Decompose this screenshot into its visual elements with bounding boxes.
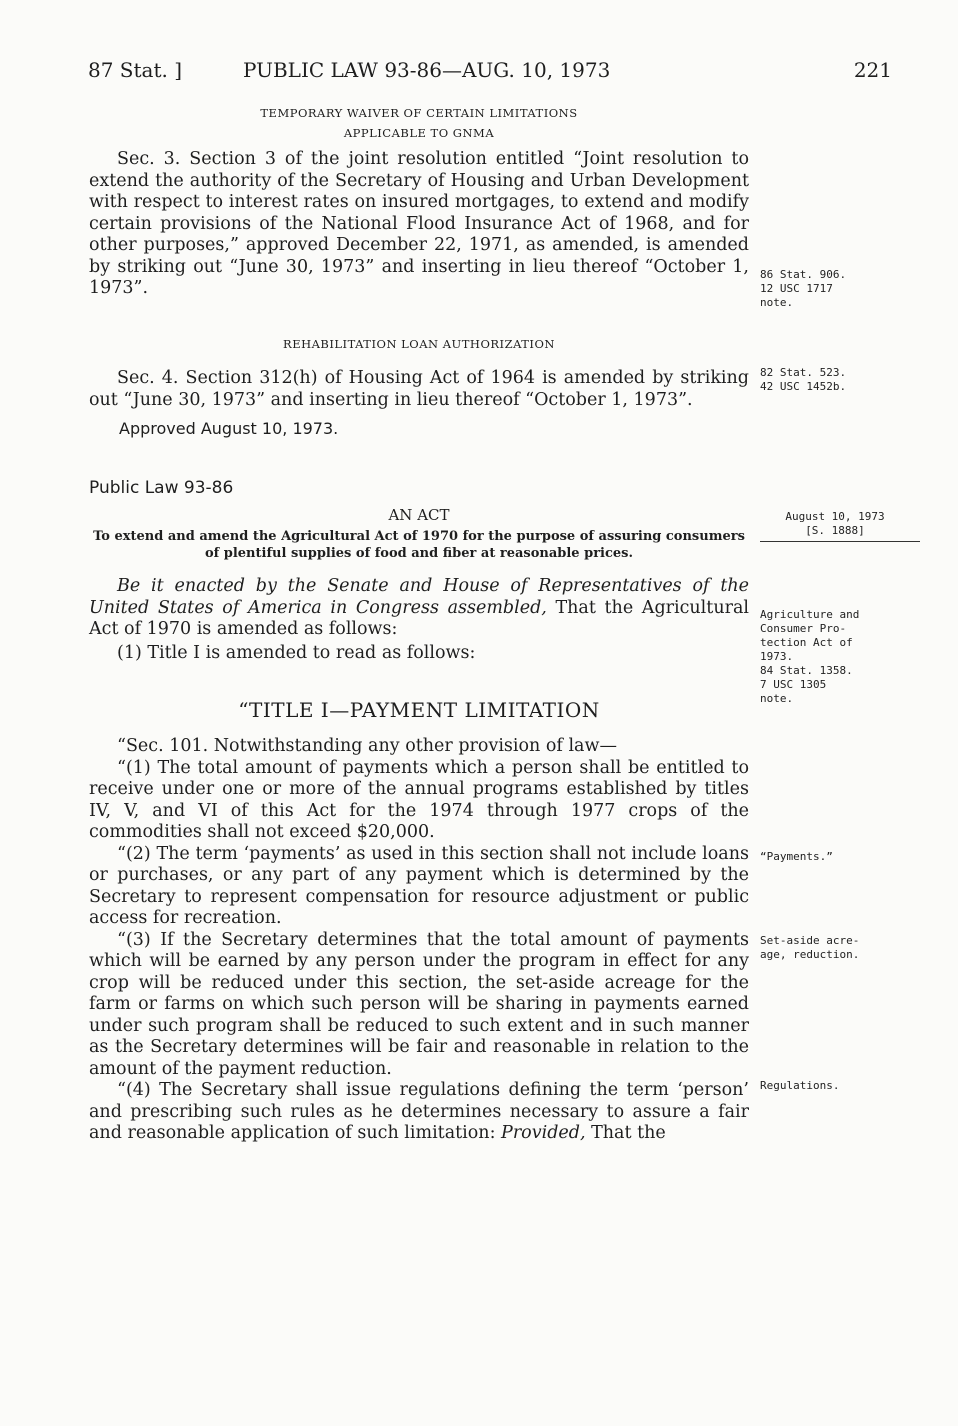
section-4-text: Sec. 4. Section 312(h) of Housing Act of 1964 is amended by striking out “June 30, 1973” and inserting in lieu thereof “October 1, 1973”. — [89, 368, 749, 410]
act-date: August 10, 1973 — [785, 510, 885, 523]
regulations-note: Regulations. — [760, 1079, 840, 1092]
paragraph-3: “(3) If the Secretary determines that the total amount of payments which will be earned by any person under the program in effect for any crop will be reduced under this section, the set-aside acreage for the farm or farms on which such person will be sharing in payments earned under such program shall be reduced to such extent and in such manner as the Secretary determines will be fair and reasonable in relation to the amount of the payment reduction. — [89, 929, 749, 1079]
enacting-rest: That the Agricultural Act of 1970 is amended as follows: — [89, 597, 749, 639]
act-label: AN ACT — [388, 506, 450, 524]
section-3-heading-line2: APPLICABLE TO GNMA — [343, 126, 495, 140]
enacting-italic: Be it enacted by the Senate and House of Representatives of the United States of America in Congress assembled, — [89, 576, 749, 618]
section-3-text: Sec. 3. Section 3 of the joint resolution entitled “Joint resolution to extend the authority of the Secretary of Housing and Urban Development with respect to interest rates on insured mortgages, to extend and modify certain provisions of the National Flood Insurance Act of 1968, and for other purposes,” approved December 22, 1971, as amended, is amended by striking out “June 30, 1973” and inserting in lieu thereof “October 1, 1973”. — [89, 149, 749, 298]
enacting-clause — [89, 576, 749, 641]
act-date-note — [760, 510, 910, 542]
page-header — [88, 58, 892, 88]
set-aside-note: Set-aside acre- age, reduction. — [760, 934, 860, 961]
section-4-heading: REHABILITATION LOAN AUTHORIZATION — [283, 337, 555, 351]
header-title: PUBLIC LAW 93-86—AUG. 10, 1973 — [243, 58, 611, 82]
act-description: To extend and amend the Agricultural Act of 1970 for the purpose of assuring consumers of plentiful supplies of food and fiber at reasonable prices. — [93, 529, 745, 561]
section-3-heading-line1: TEMPORARY WAIVER OF CERTAIN LIMITATIONS — [260, 106, 578, 120]
section-101: “Sec. 101. Notwithstanding any other provision of law— — [117, 736, 617, 756]
public-law-label: Public Law 93-86 — [89, 478, 234, 498]
paragraph-4-italic: Provided, — [501, 1123, 586, 1143]
title-1-heading: “TITLE I—PAYMENT LIMITATION — [238, 698, 600, 722]
section-3-margin-note: 86 Stat. 906. 12 USC 1717 note. — [760, 268, 847, 309]
paragraph-4 — [89, 1080, 749, 1145]
date-rule — [760, 541, 920, 542]
section-3 — [89, 103, 749, 300]
page-number: 221 — [853, 58, 892, 82]
bill-number: [S. 1888] — [805, 524, 865, 537]
item-1: (1) Title I is amended to read as follows: — [117, 642, 476, 663]
paragraph-4-end: That the — [585, 1123, 666, 1143]
payments-note: “Payments.” — [760, 850, 833, 863]
title-1 — [89, 698, 749, 1145]
approved-date: Approved August 10, 1973. — [119, 419, 339, 438]
paragraph-4-start: “(4) The Secretary shall issue regulations defining the term ‘person’ and prescribing such rules as he determines necessary to assure a fair and reasonable application of such limitation: — [89, 1080, 749, 1143]
act-margin-note: Agriculture and Consumer Pro- tection Act of 1973. 84 Stat. 1358. 7 USC 1305 note. — [760, 608, 860, 705]
paragraph-1: “(1) The total amount of payments which a person shall be entitled to receive under one or more of the annual programs established by titles IV, V, and VI of this Act for the 1974 through 1977 crops of the commodities shall not exceed $20,000. — [89, 757, 749, 842]
section-4 — [89, 334, 749, 438]
header-stat: 87 Stat. ] — [88, 58, 183, 82]
act-block — [89, 478, 749, 664]
paragraph-2: “(2) The term ‘payments’ as used in this section shall not include loans or purchases, or any part of any payment which is determined by the Secretary to represent compensation for resource adjustment or public access for recreation. — [89, 843, 749, 928]
section-4-margin-note: 82 Stat. 523. 42 USC 1452b. — [760, 366, 847, 393]
